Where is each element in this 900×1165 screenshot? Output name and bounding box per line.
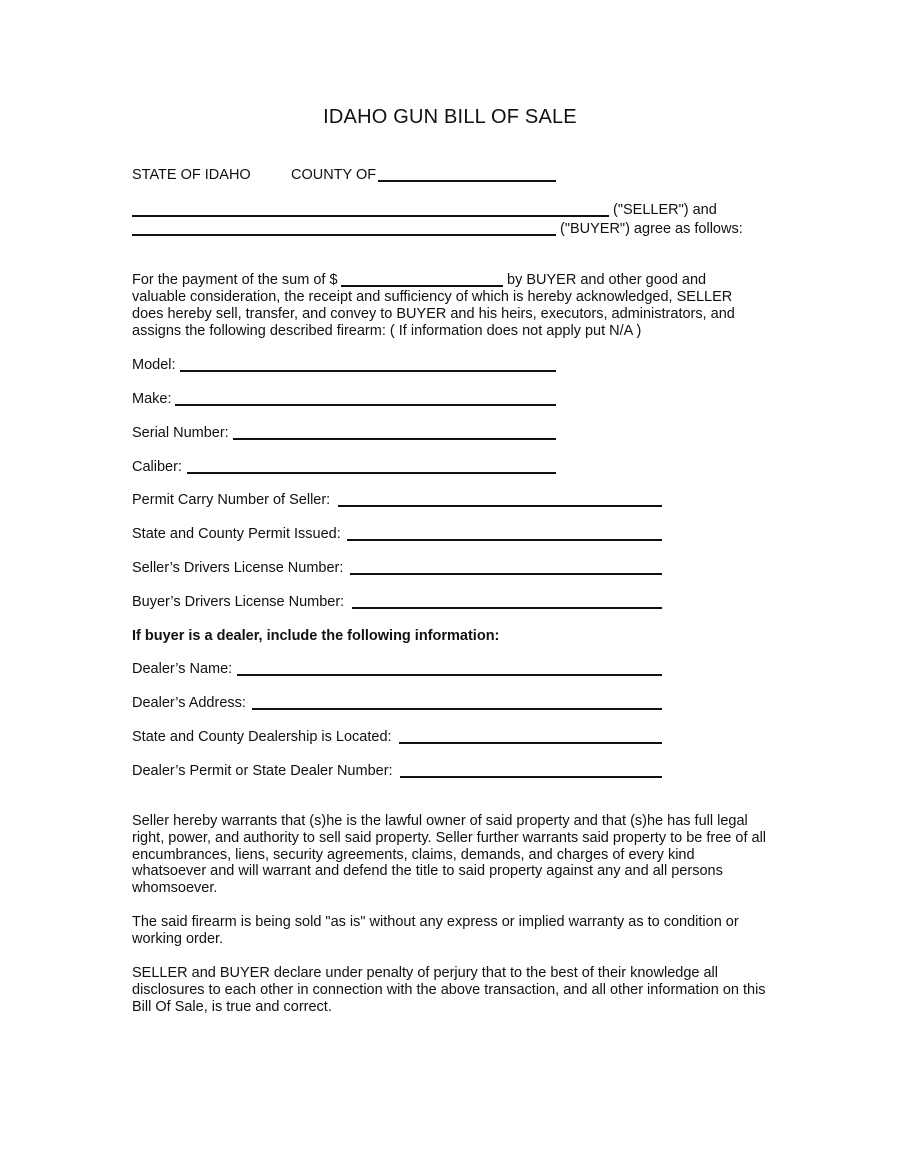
payment-line-4: assigns the following described firearm: ( If information does not apply put N/A )	[132, 323, 642, 339]
make-blank[interactable]	[175, 404, 556, 406]
buyer-suffix: ("BUYER") agree as follows:	[560, 221, 743, 237]
dealer-section-heading: If buyer is a dealer, include the following information:	[132, 628, 500, 644]
county-label: COUNTY OF	[291, 167, 377, 183]
field-label-dealer-permit-number: Dealer’s Permit or State Dealer Number:	[132, 763, 393, 779]
county-blank[interactable]	[378, 180, 556, 182]
warranty-paragraph: Seller hereby warrants that (s)he is the lawful owner of said property and that (s)he has full legal right, power, and authority to sell said property. Seller further warrants said property to be free of all encumbrances, liens, security agreements, claims, demands, and charges of every kind whatsoever and will warrant and defend the title to said property against any and all persons whomsoever.	[132, 813, 767, 897]
payment-line-2: valuable consideration, the receipt and sufficiency of which is hereby acknowledged, SELLER	[132, 289, 733, 305]
seller-name-blank[interactable]	[132, 215, 609, 217]
payment-line-3: does hereby sell, transfer, and convey to BUYER and his heirs, executors, administrators, and	[132, 306, 735, 322]
field-label-seller-license: Seller’s Drivers License Number:	[132, 560, 344, 576]
field-label-caliber: Caliber:	[132, 459, 182, 475]
serial-number-blank[interactable]	[233, 438, 556, 440]
permit-carry-number-blank[interactable]	[338, 505, 662, 507]
document-title: IDAHO GUN BILL OF SALE	[323, 106, 577, 128]
dealer-permit-number-blank[interactable]	[400, 776, 662, 778]
field-label-buyer-license: Buyer’s Drivers License Number:	[132, 594, 345, 610]
payment-prefix: For the payment of the sum of $	[132, 272, 338, 288]
seller-license-blank[interactable]	[350, 573, 662, 575]
field-label-dealership-location: State and County Dealership is Located:	[132, 729, 392, 745]
payment-amount-blank[interactable]	[341, 285, 503, 287]
dealer-address-blank[interactable]	[252, 708, 662, 710]
permit-issued-blank[interactable]	[347, 539, 662, 541]
buyer-license-blank[interactable]	[352, 607, 662, 609]
seller-suffix: ("SELLER") and	[613, 202, 717, 218]
field-label-dealer-address: Dealer’s Address:	[132, 695, 246, 711]
model-blank[interactable]	[180, 370, 556, 372]
field-label-make: Make:	[132, 391, 172, 407]
dealer-name-blank[interactable]	[237, 674, 662, 676]
declaration-paragraph: SELLER and BUYER declare under penalty of perjury that to the best of their knowledge all disclosures to each other in connection with the above transaction, and all other information on this Bill Of Sale, is true and correct.	[132, 965, 766, 1015]
field-label-dealer-name: Dealer’s Name:	[132, 661, 233, 677]
buyer-name-blank[interactable]	[132, 234, 556, 236]
as-is-paragraph: The said firearm is being sold "as is" without any express or implied warranty as to condition or working order.	[132, 914, 739, 947]
caliber-blank[interactable]	[187, 472, 556, 474]
field-label-model: Model:	[132, 357, 176, 373]
dealership-location-blank[interactable]	[399, 742, 662, 744]
field-label-serial-number: Serial Number:	[132, 425, 229, 441]
field-label-permit-issued: State and County Permit Issued:	[132, 526, 341, 542]
state-label: STATE OF IDAHO	[132, 167, 251, 183]
payment-suffix: by BUYER and other good and	[507, 272, 707, 288]
field-label-permit-carry-number: Permit Carry Number of Seller:	[132, 492, 331, 508]
